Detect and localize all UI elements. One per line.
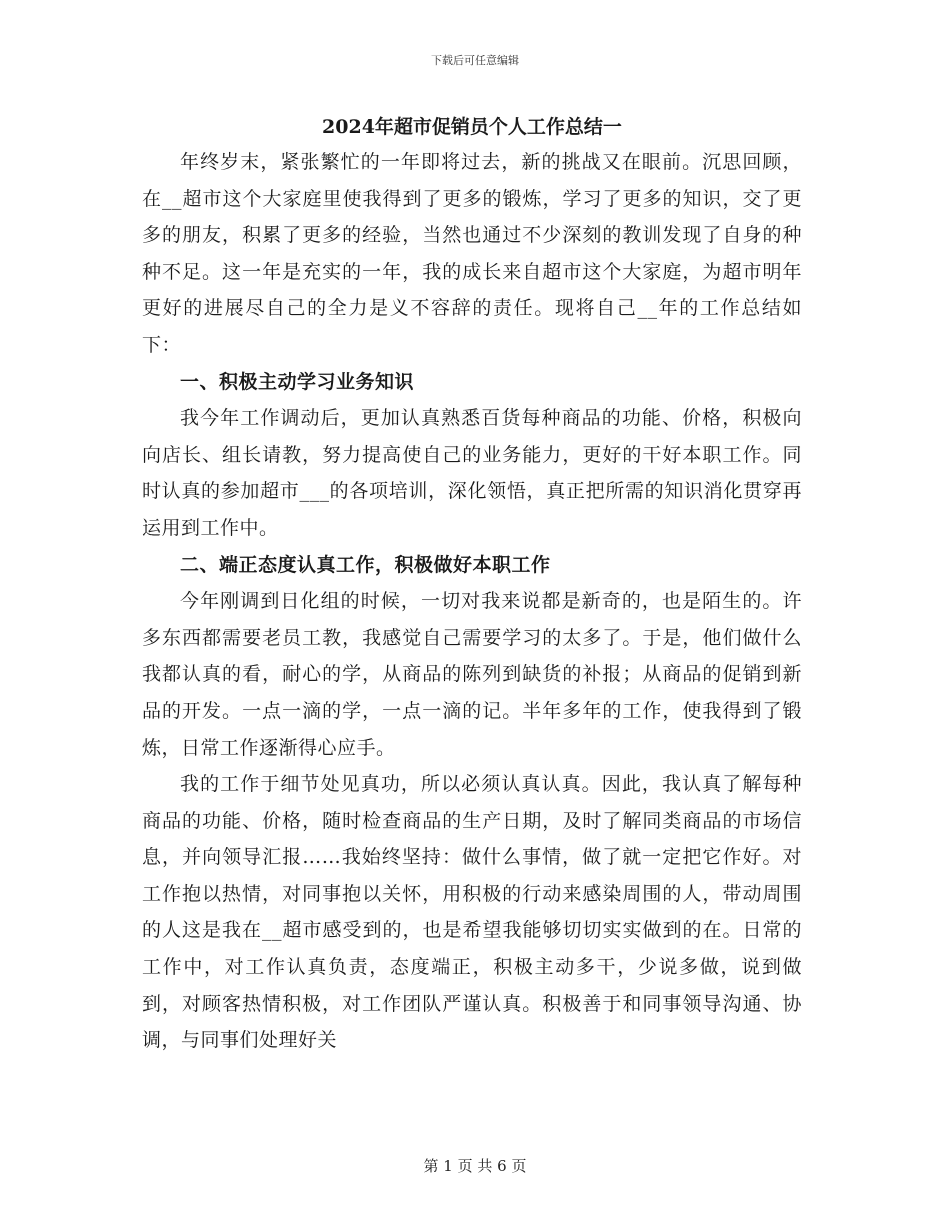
page-header-note: 下载后可任意编辑 [431, 54, 519, 67]
section-heading-1: 一、积极主动学习业务知识 [180, 370, 415, 393]
page-number: 第 1 页 共 6 页 [423, 1157, 527, 1175]
document-body [142, 110, 802, 1059]
paragraph-section-2a: 今年刚调到日化组的时候，一切对我来说都是新奇的，也是陌生的。许多东西都需要老员工教，我感觉自己需要学习的太多了。于是，他们做什么我都认真的看，耐心的学，从商品的陈列到缺货的补报；从商品的促销到新品的开发。一点一滴的学，一点一滴的记。半年多年的工作，使我得到了锻炼，日常工作逐渐得心应手。 [142, 590, 802, 759]
paragraph-section-2b: 我的工作于细节处见真功，所以必须认真认真。因此，我认真了解每种商品的功能、价格，随时检查商品的生产日期，及时了解同类商品的市场信息，并向领导汇报……我始终坚持：做什么事情，做了就一定把它作好。对工作抱以热情，对同事抱以关怀，用积极的行动来感染周围的人，带动周围的人这是我在__超市感受到的，也是希望我能够切切实实做到的在。日常的工作中，对工作认真负责，态度端正，积极主动多干，少说多做，说到做到，对顾客热情积极，对工作团队严谨认真。积极善于和同事领导沟通、协调，与同事们处理好关 [142, 773, 802, 1052]
paragraph-section-1: 我今年工作调动后，更加认真熟悉百货每种商品的功能、价格，积极向向店长、组长请教，努力提高使自己的业务能力，更好的干好本职工作。同时认真的参加超市___的各项培训，深化领悟，真正把所需的知识消化贯穿再运用到工作中。 [142, 407, 802, 539]
paragraph-intro: 年终岁末，紧张繁忙的一年即将过去，新的挑战又在眼前。沉思回顾，在__超市这个大家庭里使我得到了更多的锻炼，学习了更多的知识，交了更多的朋友，积累了更多的经验，当然也通过不少深刻的教训发现了自身的种种不足。这一年是充实的一年，我的成长来自超市这个大家庭，为超市明年更好的进展尽自己的全力是义不容辞的责任。现将自己__年的工作总结如下： [142, 151, 802, 356]
document-title: 2024年超市促销员个人工作总结一 [322, 116, 622, 138]
section-heading-2: 二、端正态度认真工作，积极做好本职工作 [180, 553, 551, 576]
